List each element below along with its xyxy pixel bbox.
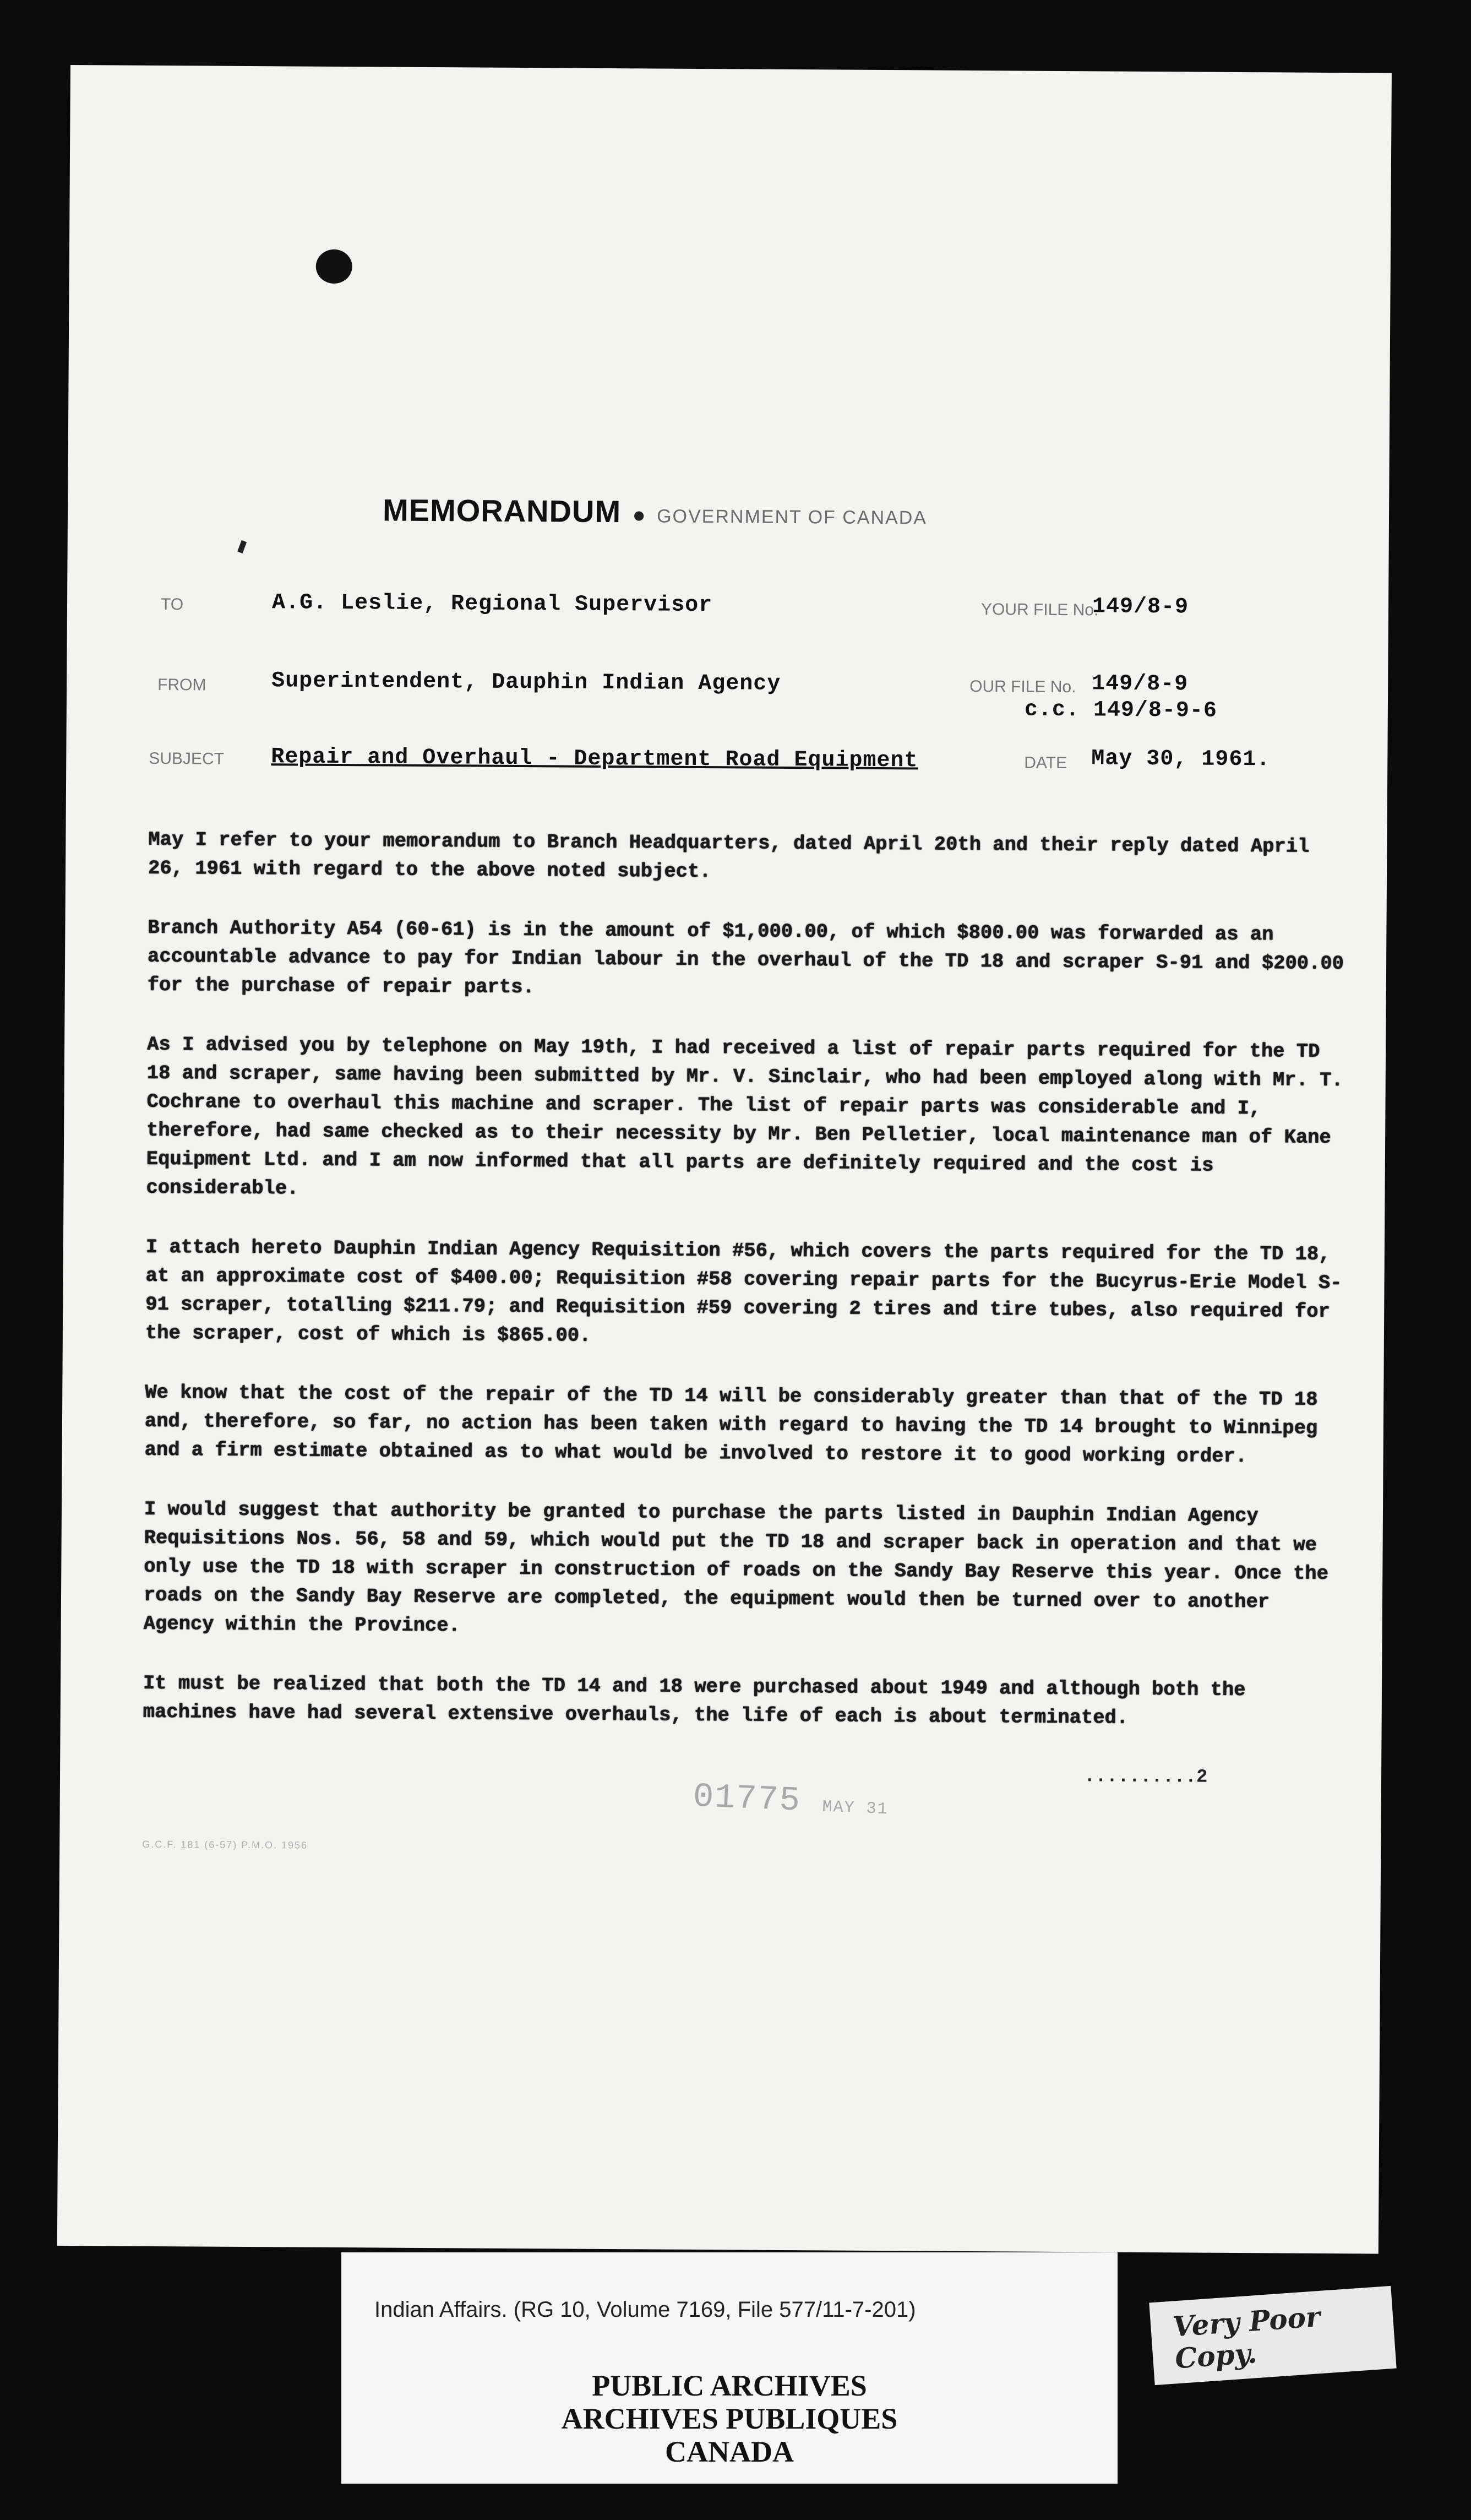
note-text: Very Poor Copy.: [1172, 2300, 1321, 2375]
stamp-number: 01775: [692, 1777, 802, 1821]
cc-value: [1025, 698, 1217, 724]
paragraph-1: May I refer to your memorandum to Branch Headquarters, dated April 20th and their reply dated April 26, 1961 with regard to the above noted subject.: [148, 828, 1310, 883]
paragraph-3: As I advised you by telephone on May 19th, I had received a list of repair parts required for the TD 18 and scraper, same having been submitted by Mr. V. Sinclair, who had been employed along with Mr. T. Cochrane to overhaul this machine and scraper. The list of repair parts was considerable and I, therefore, had same checked as to their necessity by Mr. Ben Pelletier, local maintenance man of Kane Equipment Ltd. and I am now informed that all parts are definitely required and the cost is considerable.: [146, 1033, 1343, 1200]
to-value: [272, 590, 712, 618]
archive-name: [341, 2369, 1118, 2468]
memo-body: [143, 825, 1348, 1764]
subject-label: SUBJECT: [149, 749, 225, 768]
punch-hole: [316, 249, 352, 284]
pen-mark: [237, 540, 247, 553]
memo-header: [383, 492, 1153, 533]
paragraph-7: It must be realized that both the TD 14 and 18 were purchased about 1949 and although both the machines have had several extensive overhauls, the life of each is about terminated.: [143, 1671, 1246, 1729]
our-file-value: [1092, 671, 1188, 697]
continued-marker: ..........2: [1083, 1766, 1208, 1788]
form-number: G.C.F. 181 (6-57) P.M.O. 1956: [142, 1838, 308, 1851]
subject-text: Repair and Overhaul - Department Road Equipment: [271, 745, 918, 774]
to-text: A.G. Leslie, Regional Supervisor: [271, 590, 713, 618]
your-file-label: YOUR FILE No.: [980, 600, 1099, 620]
from-value: [271, 669, 781, 697]
our-file-text: 149/8-9: [1092, 671, 1189, 697]
subject-value: [271, 745, 918, 773]
paragraph-5: We know that the cost of the repair of the TD 14 will be considerably greater than that of the TD 18 and, therefore, so far, no action has been taken with regard to having the TD 14 brought to Winnipeg and a firm estimate obtained as to what would be involved to restore it to good working order.: [144, 1381, 1318, 1468]
memo-title: MEMORANDUM: [382, 492, 622, 529]
archive-line-2: ARCHIVES PUBLIQUES: [561, 2402, 898, 2435]
archive-line-3: CANADA: [665, 2435, 794, 2468]
to-label: TO: [160, 595, 184, 614]
bullet-icon: ●: [632, 503, 646, 528]
archive-reference: Indian Affairs. (RG 10, Volume 7169, File 577/11-7-201): [374, 2298, 916, 2322]
from-label: FROM: [157, 675, 206, 694]
memo-sheet: [57, 65, 1392, 2254]
cc-text: c.c. 149/8-9-6: [1024, 697, 1218, 724]
stamp-date: MAY 31: [821, 1797, 889, 1820]
paragraph-2: Branch Authority A54 (60-61) is in the amount of $1,000.00, of which $800.00 was forwarded as an accountable advance to pay for Indian labour in the overhaul of the TD 18 and scraper S-91 and $200.00 for the purchase of repair parts.: [147, 916, 1344, 999]
date-text: May 30, 1961.: [1091, 746, 1271, 773]
received-stamp: [692, 1777, 889, 1824]
archive-label: [341, 2252, 1118, 2484]
our-file-label: OUR FILE No.: [969, 677, 1076, 697]
government-line: GOVERNMENT OF CANADA: [657, 506, 928, 529]
from-text: Superintendent, Dauphin Indian Agency: [271, 669, 781, 697]
your-file-text: 149/8-9: [1092, 594, 1189, 620]
paragraph-4: I attach hereto Dauphin Indian Agency Requisition #56, which covers the parts required for the TD 18, at an approximate cost of $400.00; Requisition #58 covering repair parts for the Bucyrus-Erie Model S-91 scraper, totalling $211.79; and Requisition #59 covering 2 tires and tire tubes, also required for the scraper, cost of which is $865.00.: [145, 1235, 1342, 1347]
date-value: [1091, 746, 1270, 772]
your-file-value: [1092, 594, 1189, 620]
archive-line-1: PUBLIC ARCHIVES: [592, 2369, 867, 2402]
handwritten-note: [1149, 2286, 1396, 2385]
paragraph-6: I would suggest that authority be granted to purchase the parts listed in Dauphin Indian Agency Requisitions Nos. 56, 58 and 59, which would put the TD 18 and scraper back in operation and that we only use the TD 18 with scraper in construction of roads on the Sandy Bay Reserve this year. Once the roads on the Sandy Bay Reserve are completed, the equipment would then be turned over to another Agency within the Province.: [143, 1497, 1329, 1637]
date-label: DATE: [1024, 753, 1067, 773]
